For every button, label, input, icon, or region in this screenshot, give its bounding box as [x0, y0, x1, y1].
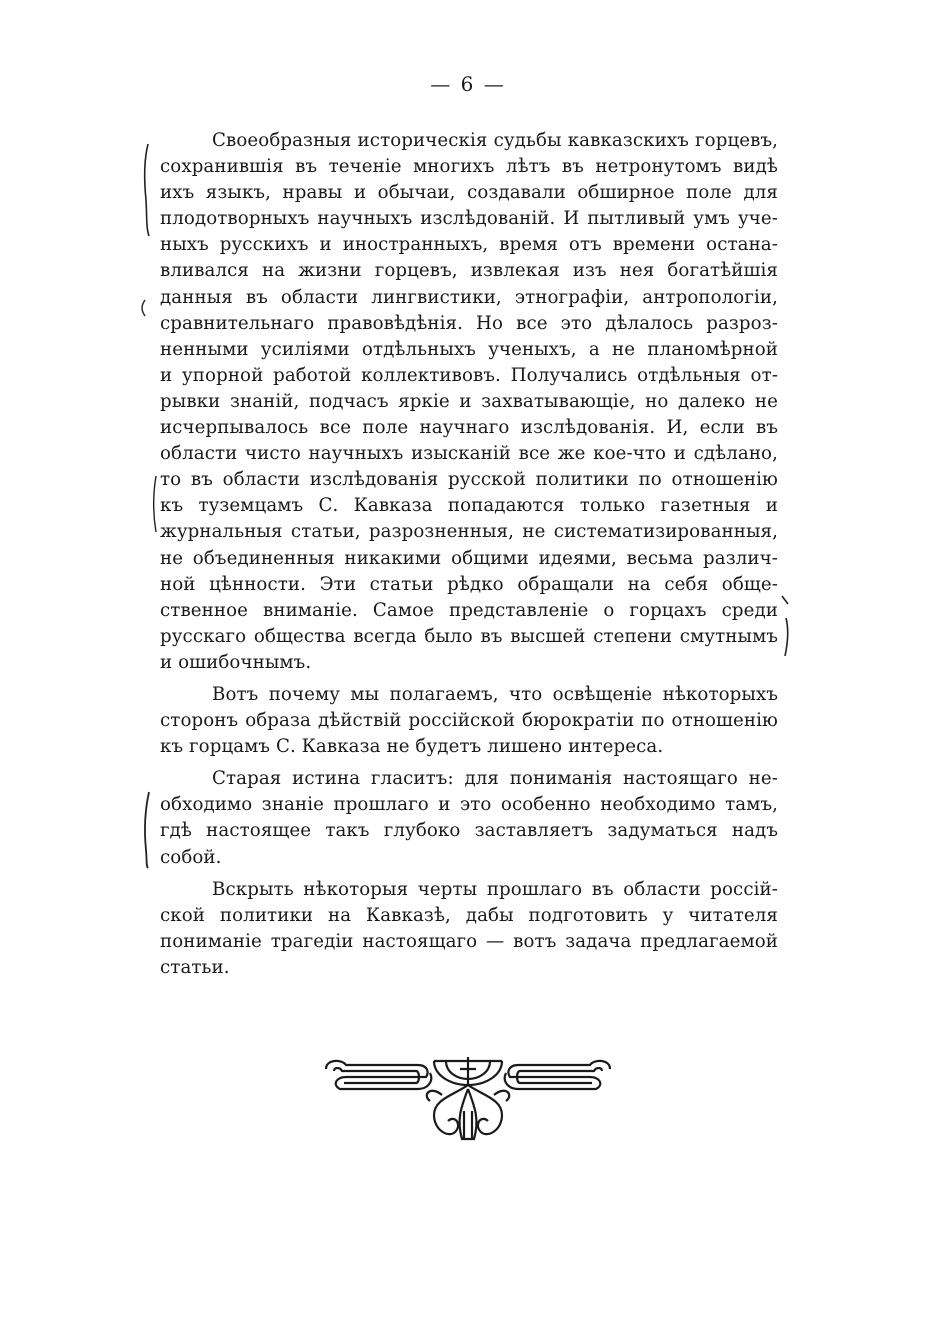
- margin-bracket-mark-4: [778, 594, 792, 658]
- text-line: сравнительнаго правовѣдѣнія. Но все это дѣлалось разроз-: [160, 312, 778, 334]
- text-line: области чисто научныхъ изысканій все же кое-что и сдѣлано,: [160, 443, 778, 465]
- body-text: [160, 128, 778, 981]
- text-line: исчерпывалось все поле научнаго изслѣдованія. И, если въ: [160, 417, 778, 439]
- text-line: къ туземцамъ С. Кавказа попадаются только газетныя и: [160, 495, 778, 517]
- text-line: сторонъ образа дѣйствій россійской бюрократіи по отношенію: [160, 710, 778, 732]
- text-line: Вскрыть нѣкоторыя черты прошлаго въ области россій-: [212, 878, 778, 900]
- margin-bracket-mark-2: [138, 298, 148, 318]
- text-line: ненными усиліями отдѣльныхъ ученыхъ, а не планомѣрной: [160, 338, 778, 360]
- paragraph-1: [160, 128, 778, 676]
- text-line: ской политики на Кавказѣ, дабы подготовить у читателя: [160, 904, 778, 926]
- text-line: сохранившія въ теченіе многихъ лѣтъ въ нетронутомъ видѣ: [160, 156, 778, 178]
- text-line: вливался на жизни горцевъ, извлекая изъ нея богатѣйшія: [160, 260, 778, 282]
- text-line: и ошибочнымъ.: [160, 651, 312, 673]
- text-line: собой.: [160, 846, 222, 868]
- margin-bracket-mark-5: [140, 790, 154, 870]
- text-line: ныхъ русскихъ и иностранныхъ, время отъ времени остана-: [160, 234, 778, 256]
- text-line: статьи.: [160, 956, 230, 978]
- text-line: Старая истина гласитъ: для пониманія настоящаго не-: [212, 768, 778, 790]
- text-line: ственное вниманіе. Самое представленіе о горцахъ среди: [160, 599, 778, 621]
- text-line: плодотворныхъ научныхъ изслѣдованій. И пытливый умъ уче-: [160, 208, 778, 230]
- margin-bracket-mark-1: [140, 140, 154, 240]
- text-line: Вотъ почему мы полагаемъ, что освѣщеніе нѣкоторыхъ: [212, 683, 778, 705]
- page-number: — 6 —: [430, 72, 506, 96]
- text-line: данныя въ области лингвистики, этнографіи, антропологіи,: [160, 286, 778, 308]
- paragraph-4: [160, 877, 778, 981]
- text-line: обходимо знаніе прошлаго и это особенно необходимо тамъ,: [160, 794, 778, 816]
- text-line: Своеобразныя историческія судьбы кавказскихъ горцевъ,: [212, 130, 778, 151]
- text-line: и упорной работой коллективовъ. Получались отдѣльныя от-: [160, 364, 778, 386]
- text-line: гдѣ настоящее такъ глубоко заставляетъ задуматься надъ: [160, 820, 778, 842]
- text-line: журнальныя статьи, разрозненныя, не систематизированныя,: [160, 521, 778, 543]
- text-line: къ горцамъ С. Кавказа не будетъ лишено интереса.: [160, 736, 664, 758]
- text-line: не объединенныя никакими общими идеями, весьма различ-: [160, 547, 778, 569]
- margin-bracket-mark-3: [150, 474, 160, 534]
- text-line: русскаго общества всегда было въ высшей степени смутнымъ: [160, 625, 778, 647]
- text-line: ной цѣнности. Эти статьи рѣдко обращали на себя обще-: [160, 573, 778, 595]
- art-nouveau-ornament-icon: [322, 1055, 614, 1145]
- text-line: рывки знаній, подчасъ яркіе и захватывающіе, но далеко не: [160, 390, 778, 412]
- text-line: пониманіе трагедіи настоящаго — вотъ задача предлагаемой: [160, 930, 778, 952]
- text-line: то въ области изслѣдованія русской политики по отношенію: [160, 469, 778, 491]
- text-line: ихъ языкъ, нравы и обычаи, создавали обширное поле для: [160, 182, 778, 204]
- paragraph-3: [160, 766, 778, 870]
- paragraph-2: [160, 682, 778, 760]
